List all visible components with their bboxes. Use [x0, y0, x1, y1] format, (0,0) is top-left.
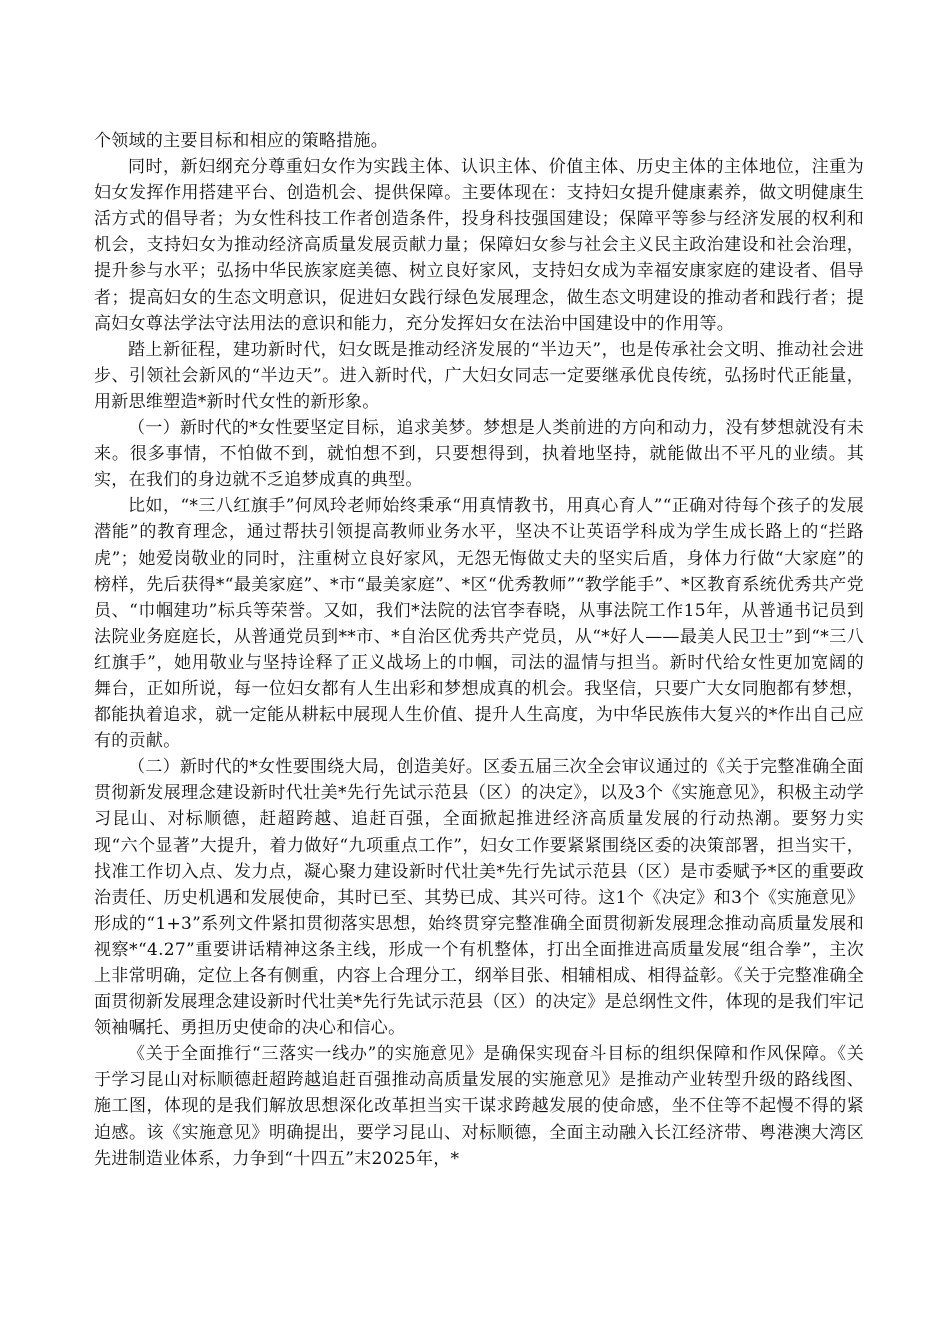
- paragraph-women-role: 同时，新妇纲充分尊重妇女作为实践主体、认识主体、价值主体、历史主体的主体地位，注重为妇女发挥作用搭建平台、创造机会、提供保障。主要体现在：支持妇女提升健康素养，做文明健康生活方式的倡导者；为女性科技工作者创造条件，投身科技强国建设；保障平等参与经济发展的权利和机会，支持妇女为推动经济高质量发展贡献力量；保障妇女参与社会主义民主政治建设和社会治理，提升参与水平；弘扬中华民族家庭美德、树立良好家风，支持妇女成为幸福安康家庭的建设者、倡导者；提高妇女的生态文明意识，促进妇女践行绿色发展理念，做生态文明建设的推动者和践行者；提高妇女尊法学法守法用法的意识和能力，充分发挥妇女在法治中国建设中的作用等。: [94, 157, 864, 334]
- paragraph-examples: 比如，“*三八红旗手”何凤玲老师始终秉承“用真情教书，用真心育人”“正确对待每个孩子的发展潜能”的教育理念，通过帮扶引领提高教师业务水平，坚决不让英语学科成为学生成长路上的“拦路虎”；她爱岗敬业的同时，注重树立良好家风，无怨无悔做丈夫的坚实后盾，身体力行做“大家庭”的榜样，先后获得*“最美家庭”、*市“最美家庭”、*区“优秀教师”“教学能手”、*区教育系统优秀共产党员、“巾帼建功”标兵等荣誉。又如，我们*法院的法官李春晓，从事法院工作15年，从普通书记员到法院业务庭庭长，从普通党员到**市、*自治区优秀共产党员，从“*好人——最美人民卫士”到“*三八红旗手”，她用敬业与坚持诠释了正义战场上的巾帼，司法的温情与担当。新时代给女性更加宽阔的舞台，正如所说，每一位妇女都有人生出彩和梦想成真的机会。我坚信，只要广大女同胞都有梦想，都能执着追求，就一定能从耕耘中展现人生价值、提升人生高度，为中华民族伟大复兴的*作出自己应有的贡献。: [94, 496, 864, 752]
- paragraph-continued: 个领域的主要目标和相应的策略措施。: [94, 131, 389, 151]
- paragraph-new-era: 踏上新征程，建功新时代，妇女既是推动经济发展的“半边天”，也是传承社会文明、推动社会进步、引领社会新风的“半边天”。进入新时代，广大妇女同志一定要继承优良传统，弘扬时代正能量，用新思维塑造*新时代女性的新形象。: [94, 339, 864, 412]
- paragraph-implementation: 《关于全面推行“三落实一线办”的实施意见》是确保实现奋斗目标的组织保障和作风保障。《关于学习昆山对标顺德赶超跨越追赶百强推动高质量发展的实施意见》是推动产业转型升级的路线图、施工图，体现的是我们解放思想深化改革担当实干谋求跨越发展的使命感，坐不住等不起慢不得的紧迫感。该《实施意见》明确提出，要学习昆山、对标顺德，全面主动融入长江经济带、粤港澳大湾区先进制造业体系，力争到“十四五”末2025年，*: [94, 1044, 864, 1169]
- paragraph-section-two: （二）新时代的*女性要围绕大局，创造美好。区委五届三次全会审议通过的《关于完整准确全面贯彻新发展理念建设新时代壮美*先行先试示范县（区）的决定》，以及3个《实施意见》，积极主动学习昆山、对标顺德，赶超跨越、追赶百强，全面掀起推进经济高质量发展的行动热潮。要努力实现“六个显著”大提升，着力做好“九项重点工作”，妇女工作要紧紧围绕区委的决策部署，担当实干，找准工作切入点、发力点，凝心聚力建设新时代壮美*先行先试示范县（区）是市委赋予*区的重要政治责任、历史机遇和发展使命，其时已至、其势已成、其兴可待。这1个《决定》和3个《实施意见》形成的“1+3”系列文件紧扣贯彻落实思想，始终贯穿完整准确全面贯彻新发展理念推动高质量发展和视察*“4.27”重要讲话精神这条主线，形成一个有机整体，打出全面推进高质量发展“组合拳”，主次上非常明确，定位上各有侧重，内容上合理分工，纲举目张、相辅相成、相得益彰。《关于完整准确全面贯彻新发展理念建设新时代壮美*先行先试示范县（区）的决定》是总纲性文件，体现的是我们牢记领袖嘱托、勇担历史使命的决心和信心。: [94, 757, 864, 1039]
- paragraph-section-one: （一）新时代的*女性要坚定目标，追求美梦。梦想是人类前进的方向和动力，没有梦想就没有未来。很多事情，不怕做不到，就怕想不到，只要想得到，执着地坚持，就能做出不平凡的业绩。其实，在我们的身边就不乏追梦成真的典型。: [94, 418, 864, 491]
- document-body: [94, 128, 864, 1172]
